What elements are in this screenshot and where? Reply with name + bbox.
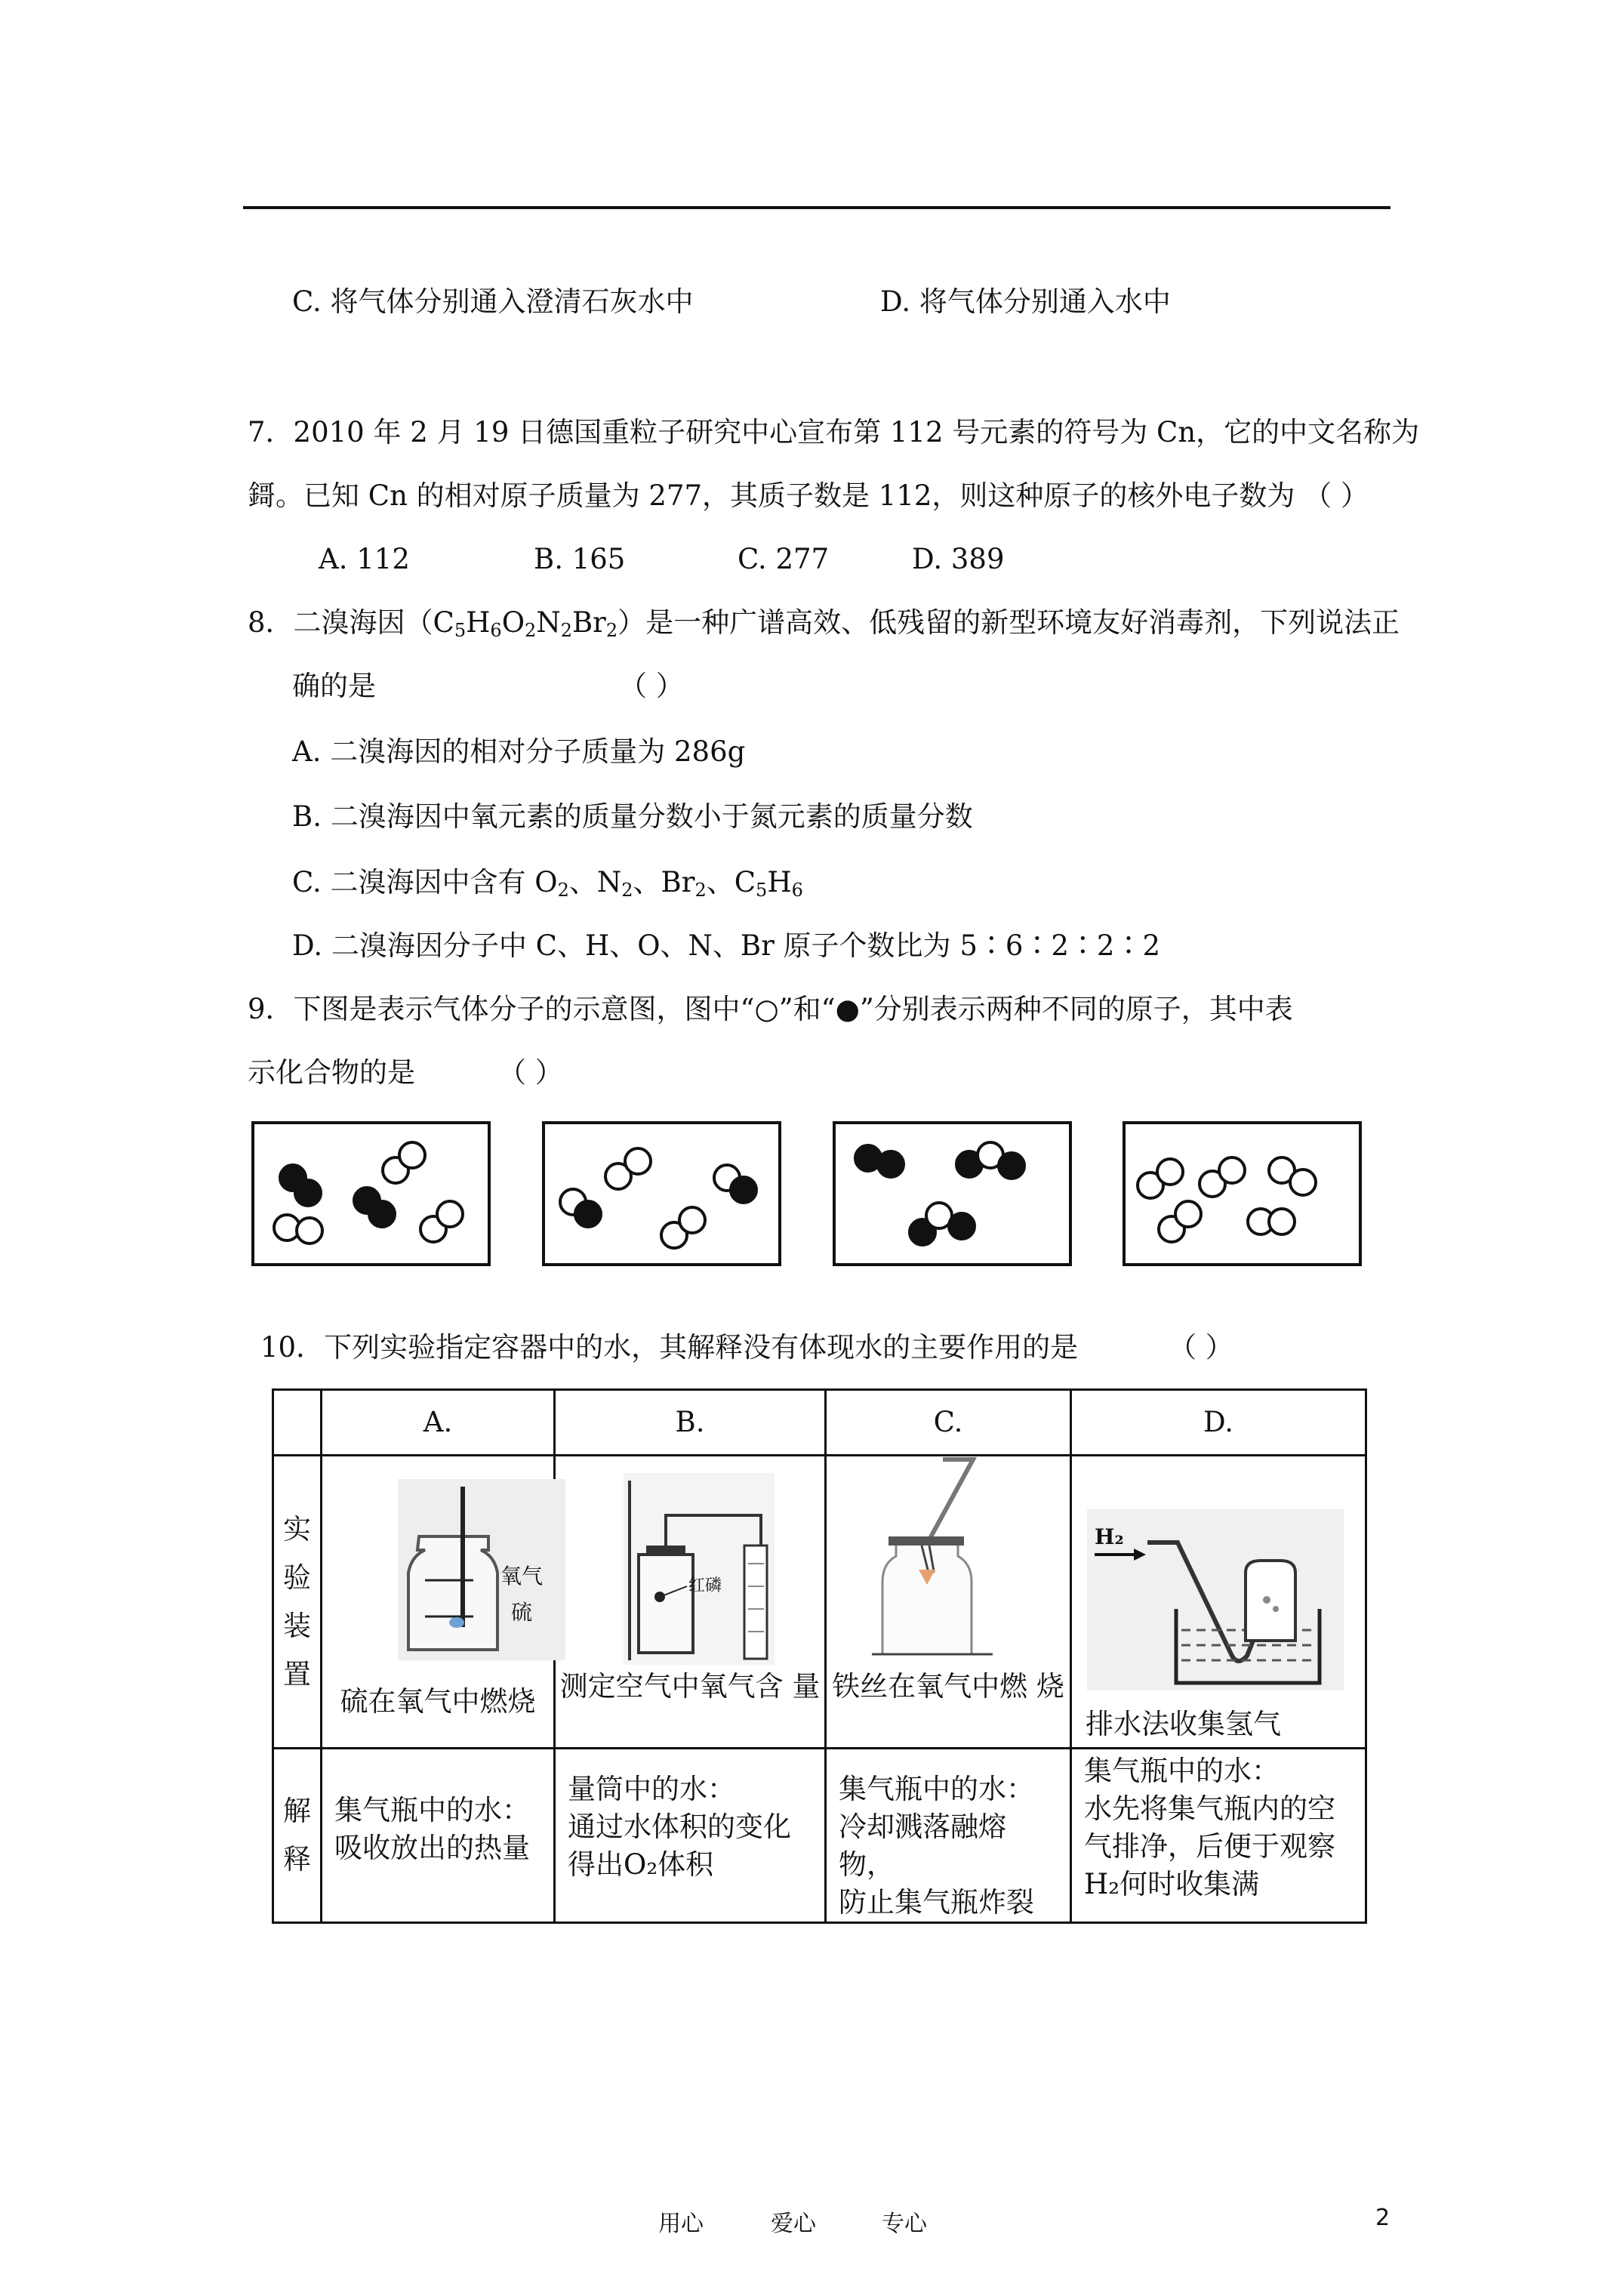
- q8-suffix: ）是一种广谱高效、低残留的新型环境友好消毒剂，下列说法正: [617, 606, 1400, 639]
- label-h2: H₂: [1095, 1524, 1124, 1549]
- q8-line2: 确的是: [292, 670, 376, 702]
- q8-option-b: B. 二溴海因中氧元素的质量分数小于氮元素的质量分数: [292, 800, 973, 833]
- label-red-phosphorus: 红磷: [688, 1576, 722, 1595]
- q7-option-c: C. 277: [738, 543, 830, 575]
- footer-word-2: 爱心: [771, 2211, 816, 2237]
- caption-d: 排水法收集氢气: [1086, 1708, 1281, 1740]
- explanation-b: 量筒中的水： 通过水体积的变化 得出O₂体积: [568, 1773, 791, 1881]
- atom-open: [1156, 1157, 1184, 1186]
- atom-open: [1289, 1168, 1317, 1197]
- header-rule: [243, 206, 1390, 209]
- q10-answer-paren: （ ）: [1169, 1331, 1233, 1364]
- header-c: C.: [826, 1390, 1071, 1456]
- sulfur-burning-figure: [398, 1479, 565, 1660]
- caption-c: 铁丝在氧气中燃 烧: [832, 1670, 1064, 1703]
- explanation-c: 集气瓶中的水： 冷却溅落融熔物， 防止集气瓶炸裂: [839, 1773, 1034, 1918]
- page-number: 2: [1375, 2205, 1390, 2231]
- label-oxygen: 氧气: [500, 1564, 544, 1589]
- atom-filled: [997, 1151, 1026, 1180]
- q8-option-c: C. 二溴海因中含有 $O_2$、$N_2$、$Br_2$、$C_5H_6$: [292, 866, 803, 901]
- atom-filled: [368, 1200, 396, 1228]
- caption-a: 硫在氧气中燃烧: [340, 1685, 536, 1718]
- atom-open: [398, 1141, 427, 1170]
- header-a: A.: [322, 1390, 555, 1456]
- molecule-box-b: [542, 1121, 781, 1266]
- atom-open: [678, 1206, 707, 1234]
- footer-word-1: 用心: [658, 2211, 704, 2237]
- atom-filled: [947, 1212, 976, 1240]
- q9-answer-paren: （ ）: [498, 1056, 563, 1089]
- iron-wire-burning-figure: [872, 1456, 993, 1659]
- q10-stem: 10．下列实验指定容器中的水，其解释没有体现水的主要作用的是: [260, 1331, 1079, 1364]
- cell-apparatus-b: [555, 1456, 826, 1749]
- q8-prefix: 8．二溴海因（: [248, 606, 433, 639]
- caption-b: 测定空气中氧气含 量: [559, 1670, 821, 1703]
- molecule-box-a: [251, 1121, 491, 1266]
- molecule-box-d: [1123, 1121, 1362, 1266]
- experiment-table: [272, 1388, 1367, 1924]
- explanation-a: 集气瓶中的水： 吸收放出的热量: [334, 1794, 530, 1864]
- cell-apparatus-d: [1071, 1456, 1366, 1749]
- q7-option-d: D. 389: [912, 543, 1005, 575]
- row-label-apparatus: 实验装置: [273, 1456, 322, 1749]
- q7-line1: 7．2010 年 2 月 19 日德国重粒子研究中心宣布第 112 号元素的符号为 Cn，它的中文名称为: [248, 416, 1420, 448]
- atom-open: [436, 1200, 464, 1228]
- row-label-explanation: 解释: [273, 1749, 322, 1923]
- atom-open: [1218, 1156, 1246, 1185]
- cell-apparatus-c: [826, 1456, 1071, 1749]
- hydrogen-collection-figure: [1087, 1509, 1344, 1690]
- q6-option-d: D. 将气体分别通入水中: [880, 285, 1171, 318]
- atom-open: [1267, 1207, 1296, 1236]
- q7-option-b: B. 165: [534, 543, 626, 575]
- q7-option-a: A. 112: [319, 543, 410, 575]
- q8-option-d: D. 二溴海因分子中 C、H、O、N、Br 原子个数比为 5∶6∶2∶2∶2: [292, 929, 1161, 962]
- q8-formula: $C_5H_6O_2N_2Br_2$: [433, 606, 618, 641]
- oxygen-measurement-figure: [624, 1473, 775, 1665]
- atom-open: [1174, 1200, 1203, 1228]
- q8-option-a: A. 二溴海因的相对分子质量为 286g: [292, 735, 746, 768]
- atom-open: [295, 1216, 324, 1245]
- explanation-d: 集气瓶中的水： 水先将集气瓶内的空 气排净，后便于观察 H₂何时收集满: [1084, 1755, 1335, 1900]
- cell-apparatus-a: [322, 1456, 555, 1749]
- header-d: D.: [1071, 1390, 1366, 1456]
- atom-open: [624, 1147, 652, 1176]
- cell-explanation-a: [322, 1749, 555, 1923]
- cell-explanation-c: [826, 1749, 1071, 1923]
- molecule-box-c: [833, 1121, 1072, 1266]
- label-sulfur: 硫: [511, 1600, 533, 1625]
- atom-filled: [574, 1200, 602, 1228]
- atom-filled: [729, 1176, 758, 1204]
- atom-filled: [294, 1179, 322, 1207]
- header-empty-cell: [273, 1390, 322, 1456]
- q9-line2: 示化合物的是: [248, 1056, 415, 1089]
- atom-filled: [876, 1150, 905, 1179]
- cell-explanation-d: [1071, 1749, 1366, 1923]
- q6-option-c: C. 将气体分别通入澄清石灰水中: [292, 285, 694, 318]
- q8-line1: [248, 606, 1400, 648]
- q7-line2: 鎶。已知 Cn 的相对原子质量为 277，其质子数是 112，则这种原子的核外电子数为 （ ）: [248, 479, 1369, 512]
- q9-line1: 9．下图是表示气体分子的示意图，图中“○”和“●”分别表示两种不同的原子，其中表: [248, 993, 1293, 1025]
- q8-answer-paren: （ ）: [619, 670, 684, 702]
- header-b: B.: [555, 1390, 826, 1456]
- cell-explanation-b: [555, 1749, 826, 1923]
- footer-word-3: 专心: [882, 2211, 927, 2237]
